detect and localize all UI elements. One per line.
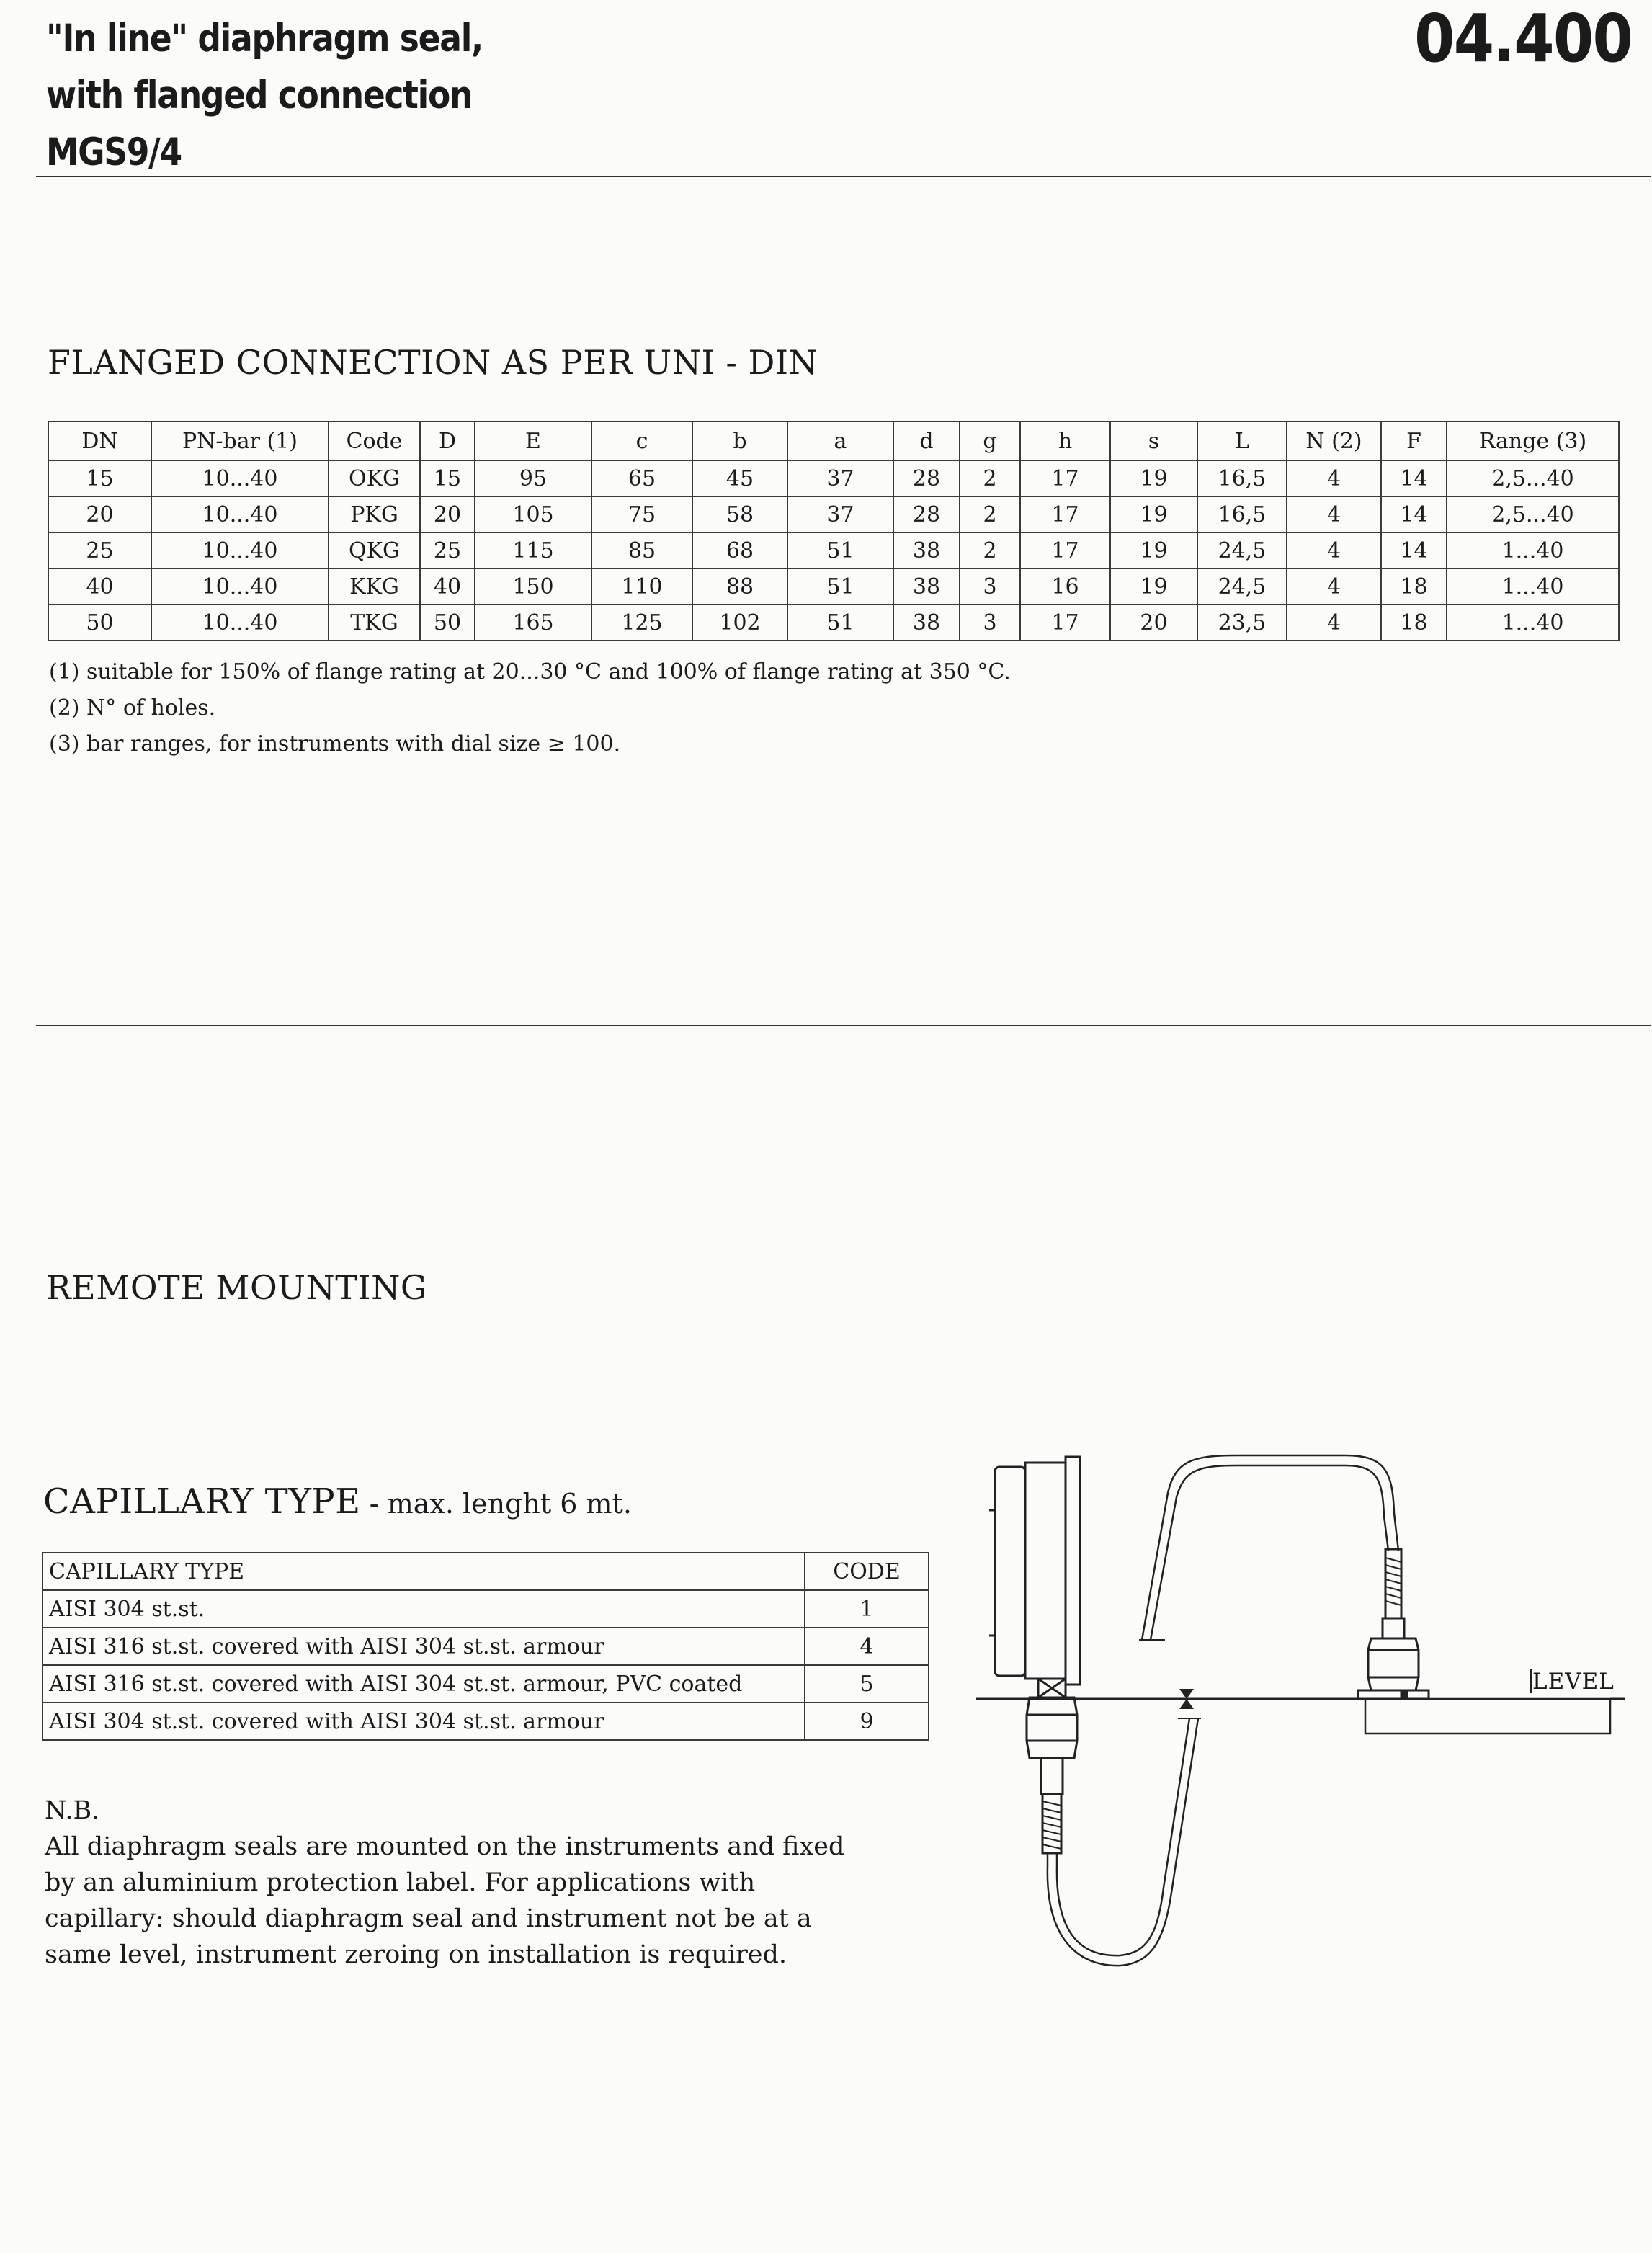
table-cell: 40 — [48, 568, 151, 604]
table-cell: 17 — [1020, 604, 1110, 641]
col-header: F — [1381, 421, 1447, 460]
table-cell: 14 — [1381, 532, 1447, 568]
table-row — [48, 496, 1619, 532]
table-cell: 28 — [893, 460, 960, 496]
diaphragm-seal-icon — [1358, 1549, 1610, 1734]
table-cell: 38 — [893, 568, 960, 604]
capillary-heading-sub: - max. lenght 6 mt. — [360, 1488, 632, 1520]
table-cell: 58 — [692, 496, 787, 532]
table-cell: 4 — [1287, 532, 1381, 568]
col-header: L — [1197, 421, 1287, 460]
pressure-gauge-icon — [989, 1457, 1080, 1853]
col-header: PN-bar (1) — [151, 421, 329, 460]
table-cell: 16,5 — [1197, 496, 1287, 532]
table-cell: 20 — [420, 496, 475, 532]
table-cell: 51 — [787, 604, 893, 641]
table-cell: 20 — [1110, 604, 1197, 641]
note-3: (3) bar ranges, for instruments with dial size ≥ 100. — [49, 731, 621, 757]
capillary-heading-title: CAPILLARY TYPE — [43, 1481, 361, 1522]
table-row — [48, 532, 1619, 568]
table-cell: 15 — [420, 460, 475, 496]
table-cell: 38 — [893, 604, 960, 641]
table-cell: 19 — [1110, 496, 1197, 532]
col-header: CODE — [805, 1553, 929, 1590]
table-cell: 102 — [692, 604, 787, 641]
table-cell: 4 — [1287, 604, 1381, 641]
table-cell: 51 — [787, 568, 893, 604]
table-cell: 50 — [48, 604, 151, 641]
table-cell: 19 — [1110, 532, 1197, 568]
table-cell: 10...40 — [151, 532, 329, 568]
flange-table — [48, 421, 1620, 641]
table-cell: 37 — [787, 460, 893, 496]
table-cell: 2,5...40 — [1447, 460, 1619, 496]
capillary-upper-path — [1142, 1455, 1398, 1640]
nb-title: N.B. — [45, 1796, 100, 1825]
table-cell: 45 — [692, 460, 787, 496]
col-header: CAPILLARY TYPE — [43, 1553, 805, 1590]
table-cell: 110 — [591, 568, 692, 604]
table-cell: 16,5 — [1197, 460, 1287, 496]
table-cell: 18 — [1381, 568, 1447, 604]
table-cell: 150 — [475, 568, 591, 604]
col-header: g — [960, 421, 1020, 460]
col-header: h — [1020, 421, 1110, 460]
col-header: a — [787, 421, 893, 460]
capillary-table — [42, 1552, 929, 1741]
flange-notes — [49, 654, 1011, 762]
title-line-1: "In line" diaphragm seal, — [46, 17, 483, 61]
table-cell: 51 — [787, 532, 893, 568]
table-row — [43, 1590, 929, 1628]
table-cell: 24,5 — [1197, 532, 1287, 568]
table-cell: 2 — [960, 496, 1020, 532]
note-1: (1) suitable for 150% of flange rating at 20...30 °C and 100% of flange rating at 350 °C. — [49, 659, 1011, 684]
remote-mounting-diagram — [976, 1441, 1639, 1989]
table-cell: 2 — [960, 532, 1020, 568]
table-cell: 115 — [475, 532, 591, 568]
table-cell: 40 — [420, 568, 475, 604]
table-cell: 14 — [1381, 460, 1447, 496]
table-cell: 1...40 — [1447, 604, 1619, 641]
table-cell: 17 — [1020, 496, 1110, 532]
col-header: N (2) — [1287, 421, 1381, 460]
table-cell: 17 — [1020, 460, 1110, 496]
table-cell: 165 — [475, 604, 591, 641]
capillary-type-cell: AISI 316 st.st. covered with AISI 304 st.st. armour, PVC coated — [43, 1665, 805, 1703]
table-row — [48, 460, 1619, 496]
table-cell: 20 — [48, 496, 151, 532]
table-cell: 17 — [1020, 532, 1110, 568]
col-header: d — [893, 421, 960, 460]
table-cell: 19 — [1110, 568, 1197, 604]
col-header: D — [420, 421, 475, 460]
table-cell: 10...40 — [151, 604, 329, 641]
level-label: LEVEL — [1532, 1669, 1615, 1695]
table-cell: 75 — [591, 496, 692, 532]
table-cell: 24,5 — [1197, 568, 1287, 604]
table-cell: TKG — [329, 604, 420, 641]
table-cell: 105 — [475, 496, 591, 532]
capillary-code-cell: 9 — [805, 1703, 929, 1740]
table-cell: 25 — [420, 532, 475, 568]
table-cell: 14 — [1381, 496, 1447, 532]
flanged-heading: FLANGED CONNECTION AS PER UNI - DIN — [48, 343, 818, 382]
table-row — [48, 604, 1619, 641]
col-header: s — [1110, 421, 1197, 460]
table-cell: 37 — [787, 496, 893, 532]
table-cell: 2 — [960, 460, 1020, 496]
capillary-table-header — [43, 1553, 929, 1590]
document-number: 04.400 — [1414, 0, 1632, 77]
capillary-code-cell: 1 — [805, 1590, 929, 1628]
table-cell: 88 — [692, 568, 787, 604]
table-cell: 10...40 — [151, 568, 329, 604]
table-cell: 65 — [591, 460, 692, 496]
document-title — [46, 10, 483, 181]
nb-text: All diaphragm seals are mounted on the instruments and fixed by an aluminium protection label. For applications with capillary: should diaphragm seal and instrument not be at a same level, instrument zeroing on installation is required. — [45, 1832, 845, 1969]
table-cell: 68 — [692, 532, 787, 568]
nb-note — [45, 1793, 852, 1973]
header-divider — [36, 176, 1651, 177]
table-cell: 18 — [1381, 604, 1447, 641]
note-2: (2) N° of holes. — [49, 695, 216, 720]
table-cell: 50 — [420, 604, 475, 641]
capillary-code-cell: 5 — [805, 1665, 929, 1703]
table-cell: OKG — [329, 460, 420, 496]
capillary-type-cell: AISI 316 st.st. covered with AISI 304 st.st. armour — [43, 1628, 805, 1665]
table-cell: 23,5 — [1197, 604, 1287, 641]
col-header: Code — [329, 421, 420, 460]
table-row — [43, 1628, 929, 1665]
table-cell: 3 — [960, 568, 1020, 604]
capillary-type-cell: AISI 304 st.st. covered with AISI 304 st.st. armour — [43, 1703, 805, 1740]
col-header: E — [475, 421, 591, 460]
table-cell: 10...40 — [151, 496, 329, 532]
title-line-3: MGS9/4 — [46, 130, 182, 174]
table-cell: 16 — [1020, 568, 1110, 604]
remote-heading: REMOTE MOUNTING — [46, 1268, 428, 1307]
table-cell: 95 — [475, 460, 591, 496]
table-cell: 2,5...40 — [1447, 496, 1619, 532]
table-cell: 19 — [1110, 460, 1197, 496]
table-cell: 38 — [893, 532, 960, 568]
col-header: c — [591, 421, 692, 460]
section-divider — [36, 1025, 1651, 1026]
table-cell: QKG — [329, 532, 420, 568]
table-cell: 3 — [960, 604, 1020, 641]
table-cell: 85 — [591, 532, 692, 568]
col-header: Range (3) — [1447, 421, 1619, 460]
table-cell: 15 — [48, 460, 151, 496]
table-cell: 1...40 — [1447, 532, 1619, 568]
table-cell: 1...40 — [1447, 568, 1619, 604]
title-line-2: with flanged connection — [46, 73, 473, 117]
table-cell: 4 — [1287, 460, 1381, 496]
capillary-type-cell: AISI 304 st.st. — [43, 1590, 805, 1628]
capillary-code-cell: 4 — [805, 1628, 929, 1665]
table-row — [48, 568, 1619, 604]
table-row — [43, 1703, 929, 1740]
flange-table-header — [48, 421, 1619, 460]
table-cell: 28 — [893, 496, 960, 532]
table-cell: 4 — [1287, 496, 1381, 532]
table-cell: 125 — [591, 604, 692, 641]
capillary-heading — [43, 1481, 632, 1522]
table-cell: 4 — [1287, 568, 1381, 604]
col-header: DN — [48, 421, 151, 460]
table-cell: PKG — [329, 496, 420, 532]
table-cell: KKG — [329, 568, 420, 604]
col-header: b — [692, 421, 787, 460]
table-row — [43, 1665, 929, 1703]
table-cell: 10...40 — [151, 460, 329, 496]
table-cell: 25 — [48, 532, 151, 568]
